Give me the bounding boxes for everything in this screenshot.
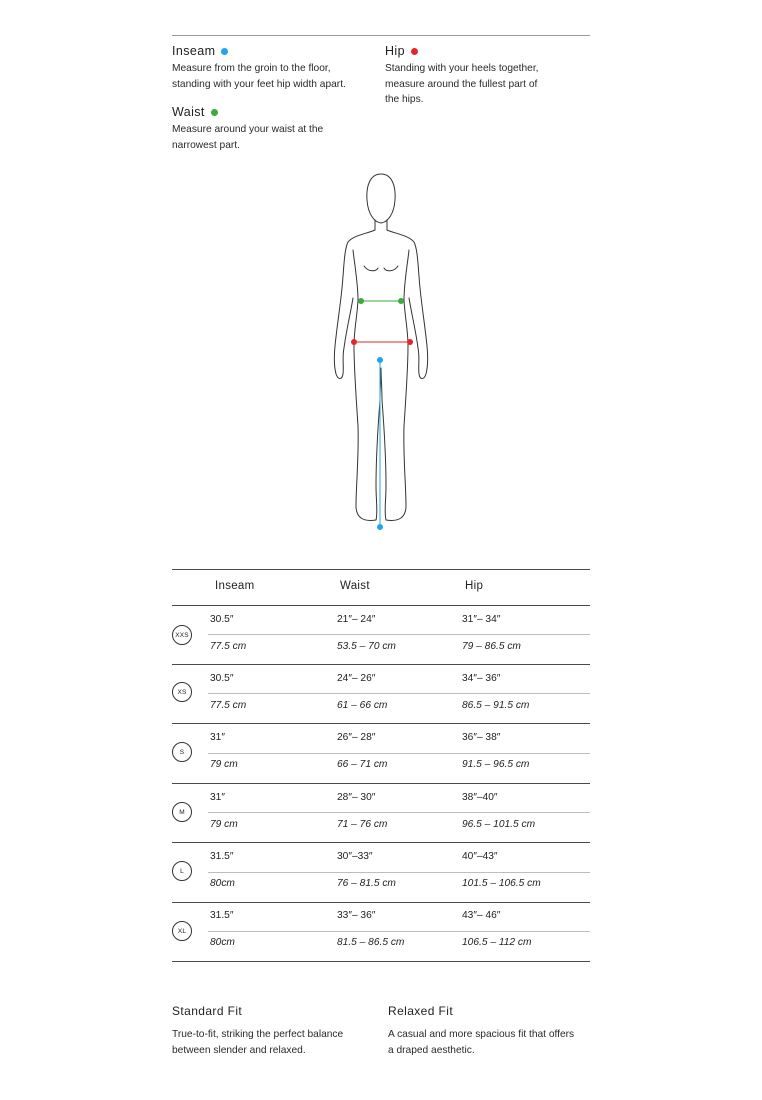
- row-rule: [172, 783, 590, 784]
- inseam-inches: 31.5″: [210, 851, 234, 862]
- size-badge: M: [172, 802, 192, 822]
- inseam-cm: 79 cm: [210, 759, 238, 770]
- hip-cm: 91.5 – 96.5 cm: [462, 759, 530, 770]
- waist-cm: 81.5 – 86.5 cm: [337, 937, 405, 948]
- inseam-cm: 80cm: [210, 878, 235, 889]
- hip-dot-icon: [411, 48, 418, 55]
- inseam-inches: 31″: [210, 792, 225, 803]
- hip-desc-line: Standing with your heels together,: [385, 63, 539, 74]
- row-rule: [172, 664, 590, 665]
- hip-legend: [385, 43, 585, 108]
- hip-inches: 40″–43″: [462, 851, 498, 862]
- inseam-desc-line: standing with your feet hip width apart.: [172, 78, 346, 90]
- inseam-title: Inseam: [172, 44, 216, 58]
- hip-inches: 34″– 36″: [462, 673, 501, 684]
- size-badge: L: [172, 861, 192, 881]
- waist-desc-line: narrowest part.: [172, 139, 240, 151]
- hip-inches: 36″– 38″: [462, 732, 501, 743]
- row-divider: [208, 872, 590, 873]
- inseam-inches: 30.5″: [210, 614, 234, 625]
- top-divider: [172, 35, 590, 36]
- waist-cm: 71 – 76 cm: [337, 819, 388, 830]
- hip-cm: 106.5 – 112 cm: [462, 937, 532, 948]
- size-badge: XS: [172, 682, 192, 702]
- standard-fit-desc-line: True-to-fit, striking the perfect balance: [172, 1029, 344, 1040]
- standard-fit-section: [172, 1004, 372, 1058]
- row-rule: [172, 723, 590, 724]
- row-divider: [208, 634, 590, 635]
- header-inseam: Inseam: [215, 580, 255, 592]
- relaxed-fit-desc-line: a draped aesthetic.: [388, 1044, 475, 1056]
- size-badge: XXS: [172, 625, 192, 645]
- waist-inches: 33″– 36″: [337, 910, 376, 921]
- waist-cm: 53.5 – 70 cm: [337, 641, 396, 652]
- row-rule: [172, 902, 590, 903]
- hip-cm: 101.5 – 106.5 cm: [462, 878, 541, 889]
- waist-inches: 26″– 28″: [337, 732, 376, 743]
- row-divider: [208, 931, 590, 932]
- relaxed-fit-title: Relaxed Fit: [388, 1004, 454, 1018]
- size-badge: S: [172, 742, 192, 762]
- row-divider: [208, 753, 590, 754]
- table-bottom-rule: [172, 961, 590, 962]
- standard-fit-desc-line: between slender and relaxed.: [172, 1044, 306, 1056]
- waist-title: Waist: [172, 105, 205, 119]
- waist-inches: 21″– 24″: [337, 614, 376, 625]
- waist-inches: 28″– 30″: [337, 792, 376, 803]
- relaxed-fit-desc-line: A casual and more spacious fit that offers: [388, 1029, 575, 1040]
- inseam-desc-line: Measure from the groin to the floor,: [172, 63, 331, 74]
- inseam-cm: 79 cm: [210, 819, 238, 830]
- hip-desc-line: measure around the fullest part of: [385, 78, 538, 90]
- body-figure-illustration: [320, 168, 442, 540]
- waist-inches: 24″– 26″: [337, 673, 376, 684]
- inseam-cm: 77.5 cm: [210, 700, 247, 711]
- table-top-rule: [172, 569, 590, 570]
- header-waist: Waist: [340, 580, 370, 592]
- header-rule: [172, 605, 590, 606]
- waist-cm: 76 – 81.5 cm: [337, 878, 396, 889]
- row-divider: [208, 812, 590, 813]
- waist-dot-icon: [211, 109, 218, 116]
- waist-legend: [172, 104, 372, 153]
- size-badge: XL: [172, 921, 192, 941]
- hip-cm: 86.5 – 91.5 cm: [462, 700, 530, 711]
- hip-inches: 38″–40″: [462, 792, 498, 803]
- inseam-cm: 80cm: [210, 937, 235, 948]
- inseam-inches: 31.5″: [210, 910, 234, 921]
- row-rule: [172, 842, 590, 843]
- inseam-inches: 31″: [210, 732, 225, 743]
- hip-desc-line: the hips.: [385, 94, 424, 105]
- waist-desc-line: Measure around your waist at the: [172, 124, 324, 135]
- inseam-cm: 77.5 cm: [210, 641, 247, 652]
- standard-fit-title: Standard Fit: [172, 1004, 243, 1018]
- hip-inches: 31″– 34″: [462, 614, 501, 625]
- relaxed-fit-section: [388, 1004, 588, 1058]
- row-divider: [208, 693, 590, 694]
- inseam-dot-icon: [221, 48, 228, 55]
- hip-cm: 79 – 86.5 cm: [462, 641, 521, 652]
- waist-cm: 61 – 66 cm: [337, 700, 388, 711]
- waist-cm: 66 – 71 cm: [337, 759, 388, 770]
- hip-inches: 43″– 46″: [462, 910, 501, 921]
- inseam-inches: 30.5″: [210, 673, 234, 684]
- inseam-legend: [172, 43, 372, 92]
- header-hip: Hip: [465, 580, 484, 592]
- hip-title: Hip: [385, 44, 405, 58]
- hip-cm: 96.5 – 101.5 cm: [462, 819, 536, 830]
- waist-inches: 30″–33″: [337, 851, 373, 862]
